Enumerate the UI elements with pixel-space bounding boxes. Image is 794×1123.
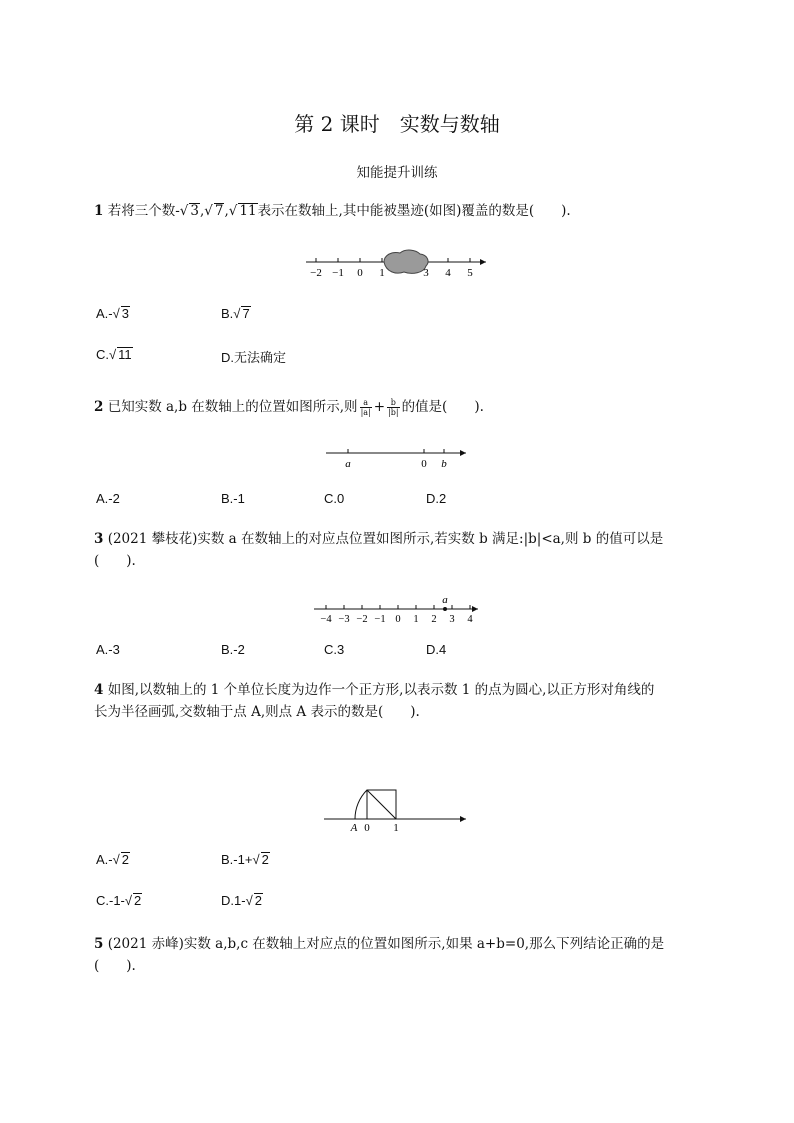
point-label: 0 — [364, 822, 370, 834]
diagonal — [367, 790, 396, 819]
tick-label: 3 — [423, 267, 429, 279]
question-5 — [94, 933, 714, 977]
option-a[interactable] — [96, 852, 130, 867]
sqrt-symbol: √ — [233, 306, 241, 321]
number-line-figure-1 — [300, 245, 500, 281]
option-d[interactable]: D.2 — [426, 491, 447, 506]
tick-label: 1 — [413, 614, 419, 625]
fraction-a: $\frac{a}{|a|}$ — [360, 398, 371, 417]
question-text: (2021 赤峰)实数 a,b,c 在数轴上对应点的位置如图所示,如果 a+b=0,那么下列结论正确的是 — [107, 936, 665, 952]
sqrt-symbol: √ — [179, 203, 189, 219]
option-b[interactable] — [221, 852, 270, 867]
sqrt-symbol: √ — [112, 306, 120, 321]
question-number: 3 — [94, 531, 104, 547]
question-text: 表示在数轴上,其中能被墨迹(如图)覆盖的数是( ). — [257, 203, 571, 219]
tick-label: 0 — [395, 614, 401, 625]
question-text: 已知实数 a,b 在数轴上的位置如图所示,则 — [107, 399, 358, 415]
radicand: 3 — [121, 306, 129, 321]
point-label: 0 — [421, 458, 427, 470]
option-label: B. — [221, 306, 234, 321]
option-label: A.- — [96, 852, 113, 867]
option-a[interactable]: A.-2 — [96, 491, 120, 506]
radicand: 2 — [261, 852, 269, 867]
tick-label: 5 — [467, 267, 473, 279]
option-a[interactable] — [96, 306, 130, 321]
sqrt-symbol: √ — [124, 893, 133, 908]
point-label: A — [350, 822, 358, 834]
question-4 — [94, 679, 714, 723]
number-line-figure-3 — [310, 592, 485, 626]
option-label: D.1- — [221, 893, 246, 908]
sqrt-symbol: √ — [112, 852, 120, 867]
radicand: 3 — [190, 203, 199, 219]
question-text: 若将三个数- — [107, 203, 180, 219]
tick-label: 2 — [431, 614, 437, 625]
option-d[interactable]: D.4 — [426, 642, 447, 657]
radicand: 2 — [254, 893, 262, 908]
tick-label: −2 — [310, 267, 322, 279]
tick-label: 3 — [449, 614, 455, 625]
fraction-b: $\frac{b}{|b|}$ — [388, 398, 399, 417]
plus-sign: + — [373, 399, 386, 415]
ink-blot — [384, 250, 428, 273]
point-label: 1 — [393, 822, 399, 834]
question-number: 4 — [94, 682, 104, 698]
radicand: 11 — [118, 347, 132, 362]
option-d[interactable] — [221, 347, 286, 366]
question-number: 1 — [94, 203, 104, 219]
radicand: 11 — [239, 203, 257, 219]
separator: , — [224, 203, 229, 219]
radicand: 7 — [214, 203, 224, 219]
sqrt-symbol: √ — [204, 203, 213, 219]
question-text: 的值是( ). — [401, 399, 484, 415]
section-subtitle: 知能提升训练 — [356, 165, 438, 181]
option-b[interactable]: B.-1 — [221, 491, 245, 506]
separator: , — [199, 203, 205, 219]
option-a[interactable]: A.-3 — [96, 642, 120, 657]
sqrt-symbol: √ — [245, 893, 253, 908]
option-label: B.-1+ — [221, 852, 253, 867]
option-d[interactable] — [221, 893, 263, 908]
option-c[interactable]: C.0 — [324, 491, 345, 506]
option-b[interactable] — [221, 306, 251, 321]
option-label: C.-1- — [96, 893, 125, 908]
page-title: 第 2 课时 实数与数轴 — [294, 112, 500, 136]
radicand: 2 — [121, 852, 129, 867]
sqrt-symbol: √ — [228, 203, 238, 219]
square-arc-figure — [320, 780, 475, 836]
question-text: 长为半径画弧,交数轴于点 A,则点 A 表示的数是( ). — [94, 704, 420, 720]
point-label: a — [442, 594, 448, 606]
option-label: C. — [96, 347, 109, 362]
radicand: 2 — [134, 893, 142, 908]
question-text: (2021 攀枝花)实数 a 在数轴上的对应点位置如图所示,若实数 b 满足:|b|<a,则 b 的值可以是 — [107, 531, 664, 547]
option-c[interactable] — [96, 347, 133, 362]
sqrt-symbol: √ — [109, 347, 117, 362]
point-label: b — [441, 458, 447, 470]
point-label: a — [345, 458, 351, 470]
tick-label: −1 — [374, 614, 386, 625]
tick-label: −2 — [356, 614, 368, 625]
tick-label: −3 — [338, 614, 350, 625]
option-label: D.无法确定 — [221, 350, 287, 365]
question-3 — [94, 528, 714, 572]
tick-label: 4 — [445, 267, 451, 279]
tick-label: 0 — [357, 267, 363, 279]
question-text: ( ). — [94, 553, 136, 569]
question-text: 如图,以数轴上的 1 个单位长度为边作一个正方形,以表示数 1 的点为圆心,以正方形对角线的 — [107, 682, 655, 698]
sqrt-symbol: √ — [252, 852, 260, 867]
point-a — [443, 607, 447, 611]
option-label: A.- — [96, 306, 113, 321]
tick-label: 4 — [467, 614, 473, 625]
arc — [355, 790, 367, 819]
question-number: 5 — [94, 936, 104, 952]
option-c[interactable]: C.3 — [324, 642, 345, 657]
question-number: 2 — [94, 399, 104, 415]
tick-label: 1 — [379, 267, 385, 279]
option-c[interactable] — [96, 893, 142, 908]
question-text: ( ). — [94, 958, 136, 974]
tick-label: −1 — [332, 267, 344, 279]
number-line-figure-2 — [320, 443, 480, 473]
tick-label: −4 — [320, 614, 332, 625]
option-b[interactable]: B.-2 — [221, 642, 245, 657]
question-1 — [94, 200, 571, 222]
question-2 — [94, 396, 484, 418]
radicand: 7 — [242, 306, 250, 321]
